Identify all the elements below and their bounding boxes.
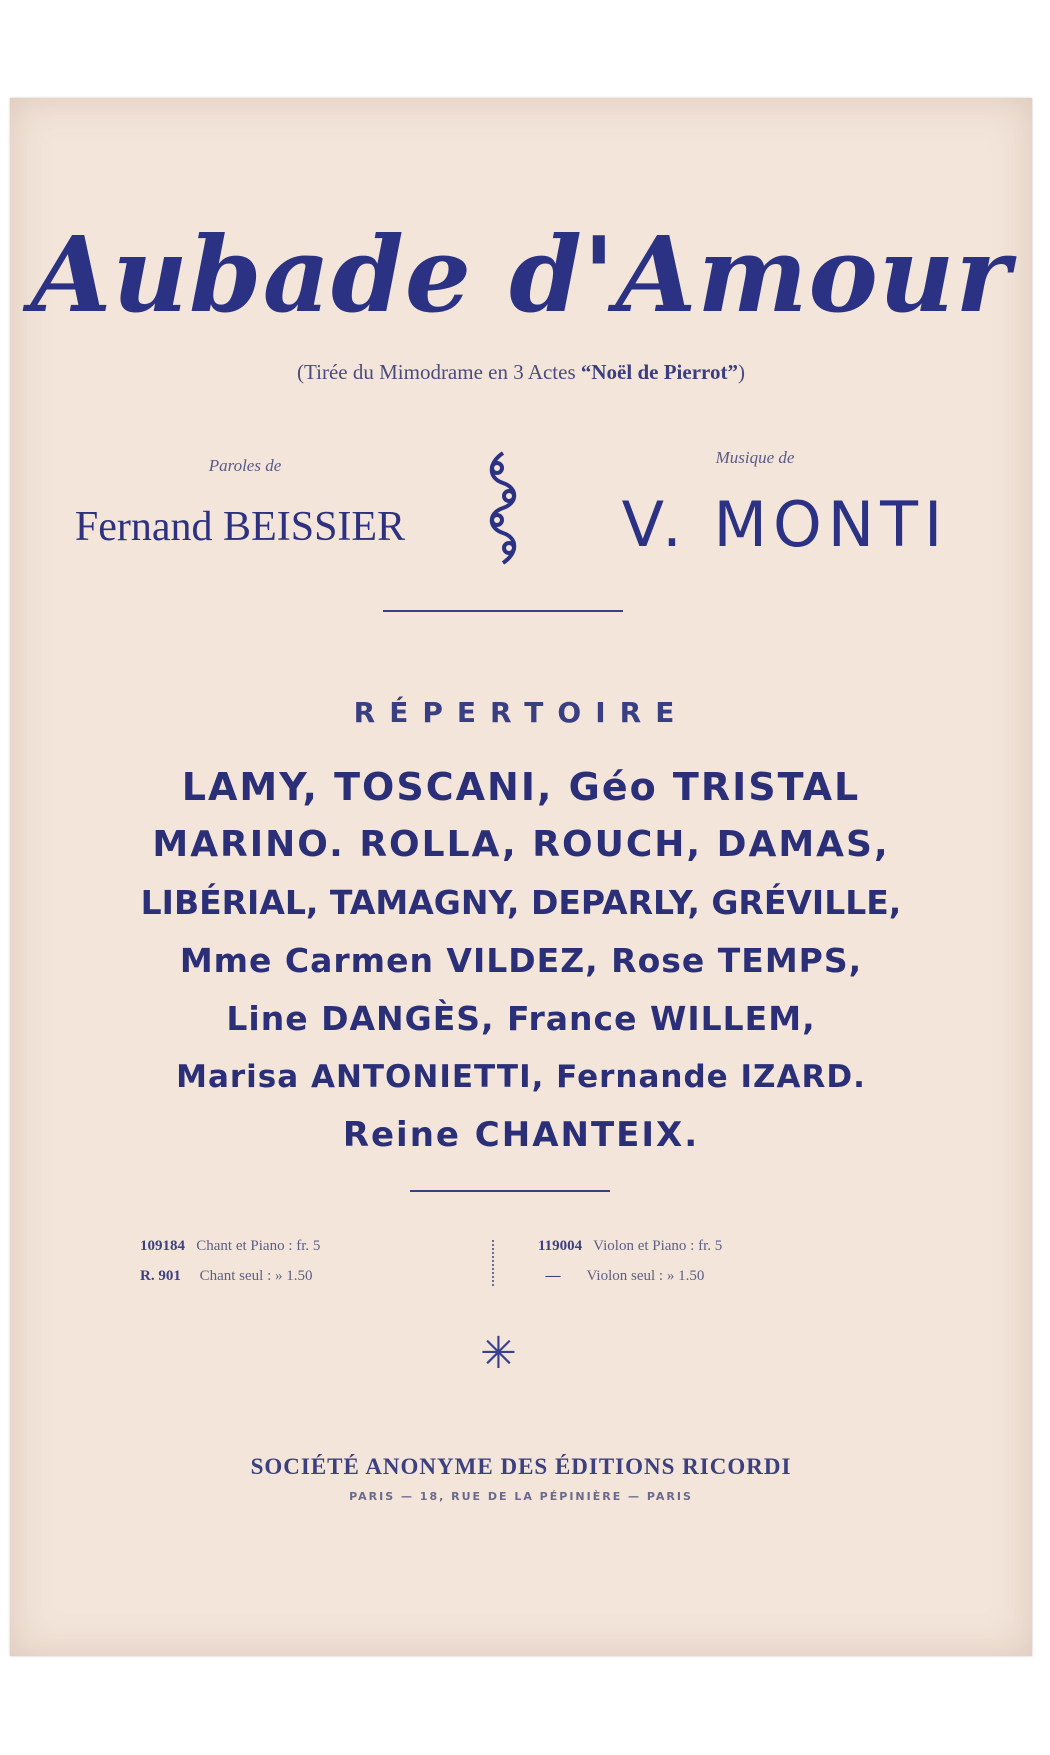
subtitle bbox=[10, 360, 1032, 385]
price-divider bbox=[492, 1240, 500, 1286]
divider-rule bbox=[383, 610, 623, 612]
artist-list bbox=[30, 758, 1012, 1164]
artist-line: LAMY, TOSCANI, Géo TRISTAL bbox=[181, 765, 861, 809]
song-title: Aubade d'Amour bbox=[30, 213, 1012, 336]
price-row bbox=[538, 1268, 704, 1285]
subtitle-prefix: (Tirée du Mimodrame en 3 Actes bbox=[297, 360, 581, 384]
price-description: Violon seul : » 1.50 bbox=[586, 1268, 705, 1284]
publisher-name: SOCIÉTÉ ANONYME DES ÉDITIONS RICORDI bbox=[250, 1454, 792, 1479]
price-row bbox=[140, 1238, 320, 1255]
composer-label: Musique de bbox=[715, 448, 795, 467]
catalog-number: 119004 bbox=[538, 1238, 583, 1254]
subtitle-work-title: “Noël de Pierrot” bbox=[580, 360, 738, 384]
artist-line: Mme Carmen VILDEZ, Rose TEMPS, bbox=[179, 941, 863, 980]
sheet-music-cover bbox=[10, 98, 1032, 1656]
price-description: Violon et Piano : fr. 5 bbox=[593, 1238, 723, 1254]
composer-name: V. MONTI bbox=[621, 488, 949, 561]
catalog-number: 109184 bbox=[140, 1238, 185, 1254]
price-row bbox=[140, 1268, 313, 1285]
lyricist-name: Fernand BEISSIER bbox=[74, 504, 406, 550]
price-row bbox=[538, 1238, 722, 1255]
artist-line: Line DANGÈS, France WILLEM, bbox=[226, 999, 816, 1038]
scroll-ornament-icon bbox=[483, 448, 523, 568]
artist-line: Reine CHANTEIX. bbox=[342, 1115, 700, 1155]
divider-rule bbox=[410, 1190, 610, 1192]
subtitle-suffix: ) bbox=[737, 360, 745, 384]
repertoire-heading: RÉPERTOIRE bbox=[353, 696, 689, 729]
price-description: Chant seul : » 1.50 bbox=[199, 1268, 313, 1284]
artist-line: Marisa ANTONIETTI, Fernande IZARD. bbox=[176, 1059, 866, 1095]
publisher-address: PARIS — 18, RUE DE LA PÉPINIÈRE — PARIS bbox=[349, 1490, 693, 1503]
price-description: Chant et Piano : fr. 5 bbox=[196, 1238, 321, 1254]
artist-line: LIBÉRIAL, TAMAGNY, DEPARLY, GRÉVILLE, bbox=[140, 883, 902, 922]
catalog-number: R. 901 bbox=[140, 1268, 181, 1284]
lyricist-label: Paroles de bbox=[208, 456, 282, 475]
star-ornament-icon: ✳ bbox=[480, 1329, 517, 1378]
artist-line: MARINO. ROLLA, ROUCH, DAMAS, bbox=[152, 824, 890, 865]
catalog-number: — bbox=[545, 1268, 561, 1284]
